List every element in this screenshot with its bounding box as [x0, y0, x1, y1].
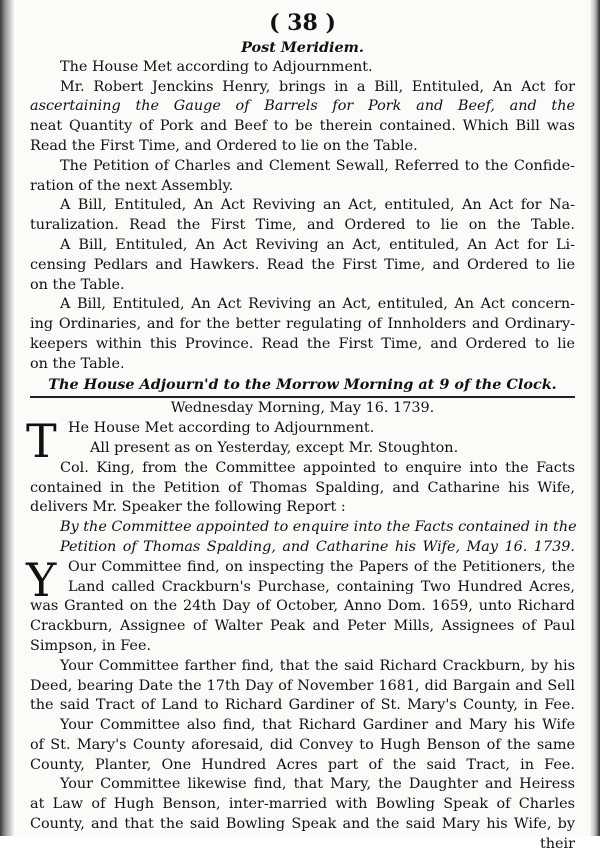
- text-line: ascertaining the Gauge of Barrels for Pork and Beef, and the: [30, 98, 575, 115]
- text-line: A Bill, Entituled, An Act Reviving an Act, entituled, An Act for Na-: [60, 197, 575, 214]
- text-line: Our Committee find, on inspecting the Papers of the Petitioners, the: [68, 558, 575, 575]
- text-line: the said Tract of Land to Richard Gardiner of St. Mary's County, in Fee.: [30, 697, 575, 714]
- drop-cap-t: T: [26, 414, 57, 469]
- text-line: A Bill, Entituled, An Act Reviving an Act, entituled, An Act for Li-: [60, 236, 575, 253]
- adjournment-line: The House Adjourn'd to the Morrow Morning at 9 of the Clock.: [48, 375, 557, 393]
- page-content: [26, 8, 577, 855]
- text-line: The Petition of Charles and Clement Sewall, Referred to the Confide-: [60, 157, 575, 174]
- text-line: Petition of Thomas Spalding, and Catharine his Wife, May 16. 1739.: [60, 538, 575, 555]
- text-line: All present as on Yesterday, except Mr. Stoughton.: [90, 439, 459, 456]
- text-line: on the Table.: [30, 355, 125, 372]
- text-line: Crackburn, Assignee of Walter Peak and Peter Mills, Assignees of Paul: [30, 618, 575, 635]
- page-shadow-right: [590, 0, 600, 836]
- text-line: at Law of Hugh Benson, inter-married with Bowling Speak of Charles: [30, 796, 575, 813]
- text-line: County, Planter, One Hundred Acres part of the said Tract, in Fee.: [30, 756, 575, 773]
- text-line: neat Quantity of Pork and Beef to be therein contained. Which Bill was: [30, 118, 575, 135]
- text-line: turalization. Read the First Time, and Ordered to lie on the Table.: [30, 217, 575, 234]
- text-line: censing Pedlars and Hawkers. Read the First Time, and Ordered to lie: [30, 256, 575, 273]
- text-line: delivers Mr. Speaker the following Report :: [30, 499, 346, 516]
- text-line: Your Committee likewise find, that Mary, the Daughter and Heiress: [60, 776, 575, 793]
- text-line: He House Met according to Adjournment.: [68, 420, 375, 437]
- text-line: Simpson, in Fee.: [30, 637, 152, 654]
- drop-cap-y: Y: [26, 552, 57, 607]
- text-line: Land called Crackburn's Purchase, containing Two Hundred Acres,: [68, 578, 575, 595]
- text-line: ration of the next Assembly.: [30, 177, 234, 194]
- text-line: Mr. Robert Jenckins Henry, brings in a Bill, Entituled, An Act for: [60, 78, 575, 95]
- catchword: their: [539, 835, 575, 852]
- page-number: ( 38 ): [269, 10, 336, 36]
- text-line: of St. Mary's County aforesaid, did Convey to Hugh Benson of the same: [30, 736, 575, 753]
- section-rule: [30, 396, 575, 398]
- text-line: contained in the Petition of Thomas Spalding, and Catharine his Wife,: [30, 479, 575, 496]
- text-line: Deed, bearing Date the 17th Day of November 1681, did Bargain and Sell: [30, 677, 575, 694]
- text-line: Your Committee farther find, that the said Richard Crackburn, by his: [60, 657, 575, 674]
- text-line: A Bill, Entituled, An Act Reviving an Act, entituled, An Act concern-: [60, 296, 575, 313]
- text-line: was Granted on the 24th Day of October, Anno Dom. 1659, unto Richard: [30, 598, 575, 615]
- text-line: Col. King, from the Committee appointed to enquire into the Facts: [60, 459, 575, 476]
- page-shadow-left: [0, 0, 14, 836]
- text-line: The House Met according to Adjournment.: [60, 58, 373, 75]
- text-line: Your Committee also find, that Richard Gardiner and Mary his Wife: [60, 717, 575, 734]
- text-line: Read the First Time, and Ordered to lie on the Table.: [30, 137, 418, 154]
- text-line: on the Table.: [30, 276, 125, 293]
- date-heading: Wednesday Morning, May 16. 1739.: [170, 400, 435, 417]
- text-line: keepers within this Province. Read the First Time, and Ordered to lie: [30, 335, 575, 352]
- text-line: ing Ordinaries, and for the better regulating of Innholders and Ordinary-: [30, 316, 575, 333]
- section-heading-post-meridiem: Post Meridiem.: [241, 39, 364, 56]
- text-line: County, and that the said Bowling Speak and the said Mary his Wife, by: [30, 816, 575, 833]
- text-line: By the Committee appointed to enquire into the Facts contained in the: [60, 519, 577, 536]
